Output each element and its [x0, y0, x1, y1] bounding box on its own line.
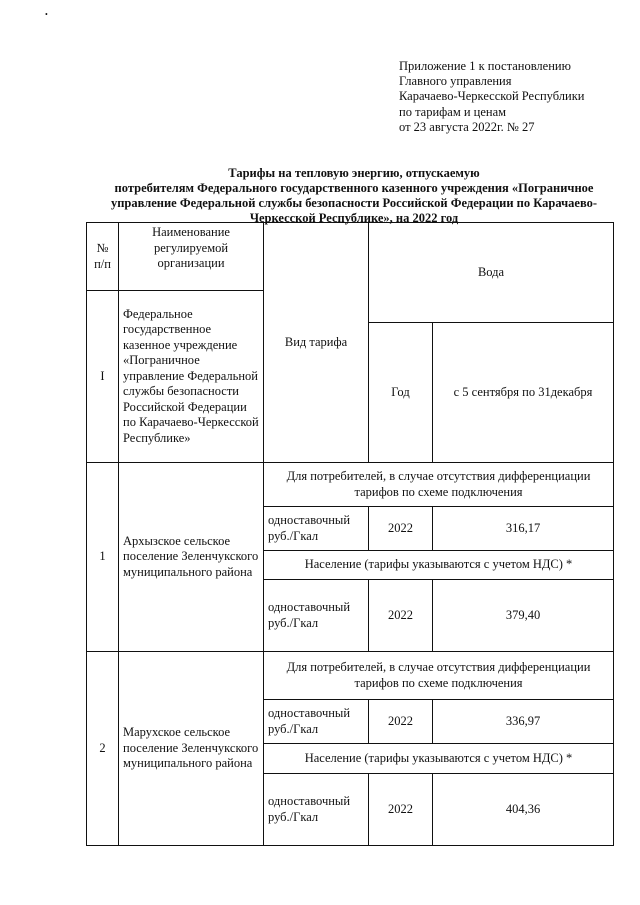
document-title	[88, 166, 620, 226]
title-line: управление Федеральной службы безопасности Российской Федерации по Карачаево-	[110, 196, 598, 210]
row-number: 1	[87, 463, 119, 652]
tariff-type: одноставочный руб./Гкал	[264, 507, 369, 551]
appendix-line: по тарифам и ценам	[399, 104, 507, 119]
title-line: Тарифы на тепловую энергию, отпускаемую	[228, 166, 480, 180]
tariff-type: одноставочный руб./Гкал	[264, 700, 369, 744]
title-line: потребителям Федерального государственного казенного учреждения «Пограничное	[114, 181, 594, 195]
appendix-line: Главного управления	[399, 74, 512, 89]
appendix-header	[399, 59, 629, 135]
consumers-label: Для потребителей, в случае отсутствия дифференциации тарифов по схеме подключения	[264, 652, 614, 700]
appendix-line: Карачаево-Черкесской Республики	[399, 89, 585, 104]
row-organization: Архызское сельское поселение Зеленчукского муниципального района	[119, 463, 264, 652]
section-number: I	[87, 291, 119, 463]
section-organization: Федеральное государственное казенное учреждение «Пограничное управление Федеральной службы безопасности Российской Федерации по Карачаево-Черкесской Республике»	[119, 291, 264, 463]
tariff-year: 2022	[369, 507, 433, 551]
row-number: 2	[87, 652, 119, 846]
appendix-line: от 23 августа 2022г. № 27	[399, 119, 535, 134]
title-line: Черкесской Республике», на 2022 год	[249, 211, 459, 225]
header-year: Год	[369, 323, 433, 463]
header-water: Вода	[369, 223, 614, 323]
tariff-value: 336,97	[433, 700, 614, 744]
tariff-table	[86, 222, 614, 846]
population-label: Население (тарифы указываются с учетом НДС) *	[264, 551, 614, 580]
header-period: с 5 сентября по 31декабря	[433, 323, 614, 463]
tariff-type: одноставочный руб./Гкал	[264, 774, 369, 846]
header-number: № п/п	[87, 223, 119, 291]
scan-mark: •	[45, 10, 48, 19]
tariff-value: 404,36	[433, 774, 614, 846]
tariff-value: 316,17	[433, 507, 614, 551]
consumers-label: Для потребителей, в случае отсутствия дифференциации тарифов по схеме подключения	[264, 463, 614, 507]
tariff-value: 379,40	[433, 580, 614, 652]
population-label: Население (тарифы указываются с учетом НДС) *	[264, 744, 614, 774]
header-organization: Наименование регулируемой организации	[119, 223, 264, 291]
appendix-line: Приложение 1 к постановлению	[399, 59, 571, 73]
tariff-year: 2022	[369, 580, 433, 652]
header-tariff-type: Вид тарифа	[264, 223, 369, 463]
tariff-year: 2022	[369, 700, 433, 744]
row-organization: Марухское сельское поселение Зеленчукского муниципального района	[119, 652, 264, 846]
tariff-year: 2022	[369, 774, 433, 846]
tariff-type: одноставочный руб./Гкал	[264, 580, 369, 652]
